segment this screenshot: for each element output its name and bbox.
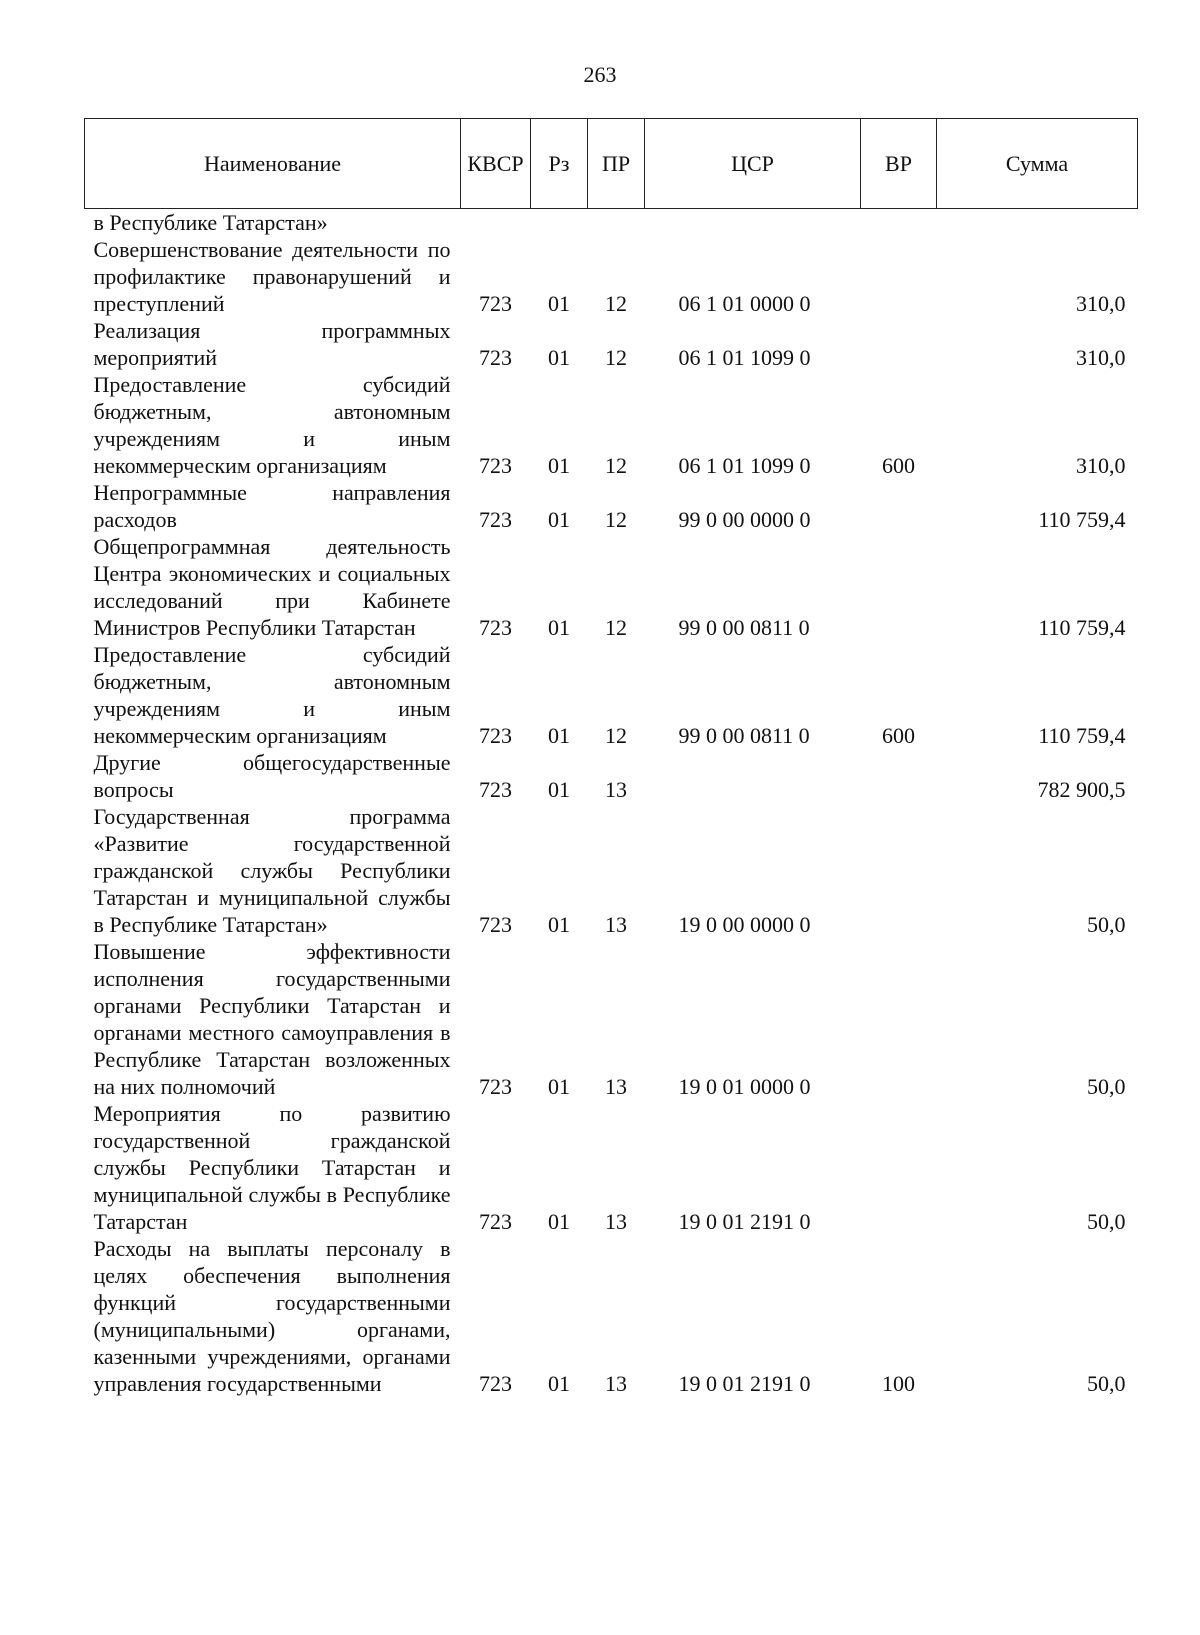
row-pr	[588, 209, 645, 237]
table-body	[85, 209, 1138, 1398]
row-pr: 13	[605, 1074, 627, 1099]
row-vr: 100	[882, 1371, 915, 1396]
row-sum: 310,0	[1076, 345, 1126, 370]
row-kvsr: 723	[479, 453, 512, 478]
table-row	[85, 479, 1138, 533]
row-csr	[645, 209, 861, 237]
table-row	[85, 749, 1138, 803]
row-sum: 110 759,4	[1038, 507, 1126, 532]
table-row	[85, 938, 1138, 1100]
row-csr	[645, 749, 861, 803]
row-csr: 19 0 01 2191 0	[678, 1209, 811, 1234]
row-kvsr	[461, 209, 531, 237]
row-kvsr: 723	[479, 291, 512, 316]
row-rz: 01	[548, 615, 570, 640]
column-header-sum: Сумма	[937, 119, 1138, 209]
table-row	[85, 641, 1138, 749]
row-csr: 99 0 00 0811 0	[678, 723, 810, 748]
column-header-csr: ЦСР	[645, 119, 861, 209]
row-sum: 50,0	[1087, 1074, 1126, 1099]
row-name: Предоставление субсидий бюджетным, автономным учреждениям и иным некоммерческим организациям	[93, 642, 451, 748]
table-row	[85, 317, 1138, 371]
row-vr	[861, 938, 937, 1100]
row-name: Реализация программных мероприятий	[93, 318, 451, 370]
budget-table	[84, 118, 1138, 1397]
row-pr: 12	[605, 507, 627, 532]
row-rz: 01	[548, 1074, 570, 1099]
page-number: 263	[583, 62, 617, 87]
row-kvsr: 723	[479, 1074, 512, 1099]
row-vr	[861, 803, 937, 938]
row-name: Повышение эффективности исполнения государственными органами Республики Татарстан и органами местного самоуправления в Республике Татарстан возложенных на них полномочий	[93, 939, 451, 1099]
row-name: Общепрограммная деятельность Центра экономических и социальных исследований при Кабинете Министров Республики Татарстан	[93, 534, 451, 640]
row-pr: 12	[605, 615, 627, 640]
row-csr: 06 1 01 0000 0	[678, 291, 811, 316]
row-vr	[861, 749, 937, 803]
row-rz: 01	[548, 777, 570, 802]
row-kvsr: 723	[479, 1209, 512, 1234]
row-vr	[861, 317, 937, 371]
row-vr	[861, 479, 937, 533]
row-rz: 01	[548, 723, 570, 748]
row-kvsr: 723	[479, 507, 512, 532]
row-name: Непрограммные направления расходов	[93, 480, 451, 532]
row-vr	[861, 533, 937, 641]
row-pr: 12	[605, 345, 627, 370]
row-sum: 110 759,4	[1038, 723, 1126, 748]
row-vr	[861, 1100, 937, 1235]
table-row	[85, 803, 1138, 938]
row-name: Государственная программа «Развитие государственной гражданской службы Республики Татарстан и муниципальной службы в Республике Татарстан»	[93, 804, 451, 937]
row-pr: 12	[605, 291, 627, 316]
column-header-name: Наименование	[85, 119, 461, 209]
row-sum: 50,0	[1087, 912, 1126, 937]
row-vr	[861, 236, 937, 317]
row-rz	[531, 209, 588, 237]
row-kvsr: 723	[479, 345, 512, 370]
table-row	[85, 209, 1138, 237]
table-row	[85, 1235, 1138, 1397]
row-csr: 19 0 01 0000 0	[678, 1074, 811, 1099]
row-sum: 50,0	[1087, 1209, 1126, 1234]
row-sum: 110 759,4	[1038, 615, 1126, 640]
row-rz: 01	[548, 912, 570, 937]
row-pr: 13	[605, 1209, 627, 1234]
column-header-kvsr: КВСР	[461, 119, 531, 209]
row-name: Другие общегосударственные вопросы	[93, 750, 451, 802]
row-name: в Республике Татарстан»	[93, 210, 328, 235]
row-kvsr: 723	[479, 1371, 512, 1396]
row-pr: 13	[605, 1371, 627, 1396]
table-header	[85, 119, 1138, 209]
row-rz: 01	[548, 345, 570, 370]
table-row	[85, 236, 1138, 317]
row-rz: 01	[548, 291, 570, 316]
row-pr: 13	[605, 912, 627, 937]
row-name: Предоставление субсидий бюджетным, автономным учреждениям и иным некоммерческим организациям	[93, 372, 451, 478]
column-header-pr: ПР	[588, 119, 645, 209]
table-row	[85, 1100, 1138, 1235]
row-sum: 310,0	[1076, 291, 1126, 316]
column-header-rz: Рз	[531, 119, 588, 209]
row-csr: 06 1 01 1099 0	[678, 345, 811, 370]
row-kvsr: 723	[479, 615, 512, 640]
table-row	[85, 533, 1138, 641]
column-header-vr: ВР	[861, 119, 937, 209]
row-csr: 19 0 00 0000 0	[678, 912, 811, 937]
row-sum: 50,0	[1087, 1371, 1126, 1396]
row-name: Мероприятия по развитию государственной гражданской службы Республики Татарстан и муниципальной службы в Республике Татарстан	[93, 1101, 451, 1234]
table-row	[85, 371, 1138, 479]
row-sum	[937, 209, 1138, 237]
row-pr: 13	[605, 777, 627, 802]
row-sum: 782 900,5	[1037, 777, 1126, 802]
row-pr: 12	[605, 723, 627, 748]
row-rz: 01	[548, 1371, 570, 1396]
row-pr: 12	[605, 453, 627, 478]
row-csr: 99 0 00 0000 0	[678, 507, 811, 532]
row-rz: 01	[548, 507, 570, 532]
row-rz: 01	[548, 1209, 570, 1234]
row-vr: 600	[882, 723, 915, 748]
row-kvsr: 723	[479, 777, 512, 802]
row-rz: 01	[548, 453, 570, 478]
row-kvsr: 723	[479, 723, 512, 748]
row-csr: 19 0 01 2191 0	[678, 1371, 811, 1396]
row-name: Расходы на выплаты персоналу в целях обеспечения выполнения функций государственными (муниципальными) органами, казенными учреждениями, органами управления государственными	[93, 1236, 451, 1396]
row-sum: 310,0	[1076, 453, 1126, 478]
row-vr	[861, 209, 937, 237]
row-name: Совершенствование деятельности по профилактике правонарушений и преступлений	[93, 237, 451, 316]
row-csr: 99 0 00 0811 0	[678, 615, 810, 640]
row-vr: 600	[882, 453, 915, 478]
row-kvsr: 723	[479, 912, 512, 937]
row-csr: 06 1 01 1099 0	[678, 453, 811, 478]
